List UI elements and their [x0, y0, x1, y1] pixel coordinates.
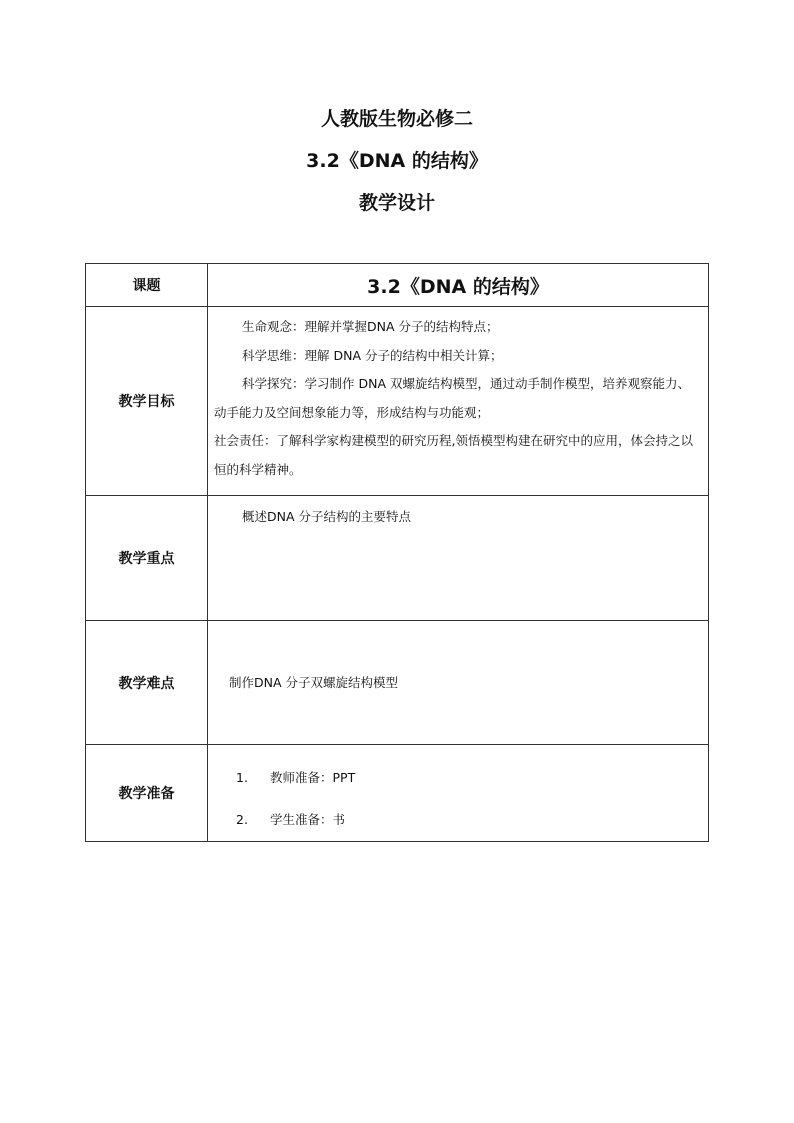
lesson-plan-table [85, 263, 709, 842]
topic-label: 课题 [86, 264, 208, 307]
preparation-label: 教学准备 [86, 745, 208, 842]
difficulties-cell [208, 621, 709, 745]
table-row-preparation [86, 745, 709, 842]
table-row-key-points [86, 496, 709, 621]
key-points-label: 教学重点 [86, 496, 208, 621]
topic-value: 3.2《DNA 的结构》 [208, 264, 709, 307]
goal-life-concept: 生命观念：理解并掌握DNA 分子的结构特点； [242, 319, 499, 334]
goal-social-responsibility: 社会责任：了解科学家构建模型的研究历程,领悟模型构建在研究中的应用，体会持之以恒的科学精神。 [214, 433, 693, 477]
table-row-goals [86, 307, 709, 496]
preparation-list [208, 745, 708, 841]
list-item-text: 教师准备：PPT [270, 770, 356, 785]
list-item [236, 799, 708, 841]
list-item-number: 1. [236, 770, 248, 785]
key-points-text: 概述DNA 分子结构的主要特点 [242, 509, 412, 524]
preparation-cell [208, 745, 709, 842]
goals-label: 教学目标 [86, 307, 208, 496]
difficulties-label: 教学难点 [86, 621, 208, 745]
table-row-topic [86, 264, 709, 307]
document-title-course: 人教版生物必修二 [320, 108, 473, 130]
list-item-text: 学生准备：书 [270, 812, 346, 827]
goals-cell [208, 307, 709, 496]
difficulties-text: 制作DNA 分子双螺旋结构模型 [229, 674, 399, 690]
goal-scientific-inquiry: 科学探究：学习制作 DNA 双螺旋结构模型，通过动手制作模型，培养观察能力、动手能力及空间想象能力等，形成结构与功能观； [214, 376, 690, 420]
document-title-lesson: 3.2《DNA 的结构》 [306, 150, 488, 172]
list-item [236, 757, 708, 799]
goal-scientific-thinking: 科学思维：理解 DNA 分子的结构中相关计算； [242, 347, 503, 363]
key-points-cell [208, 496, 709, 621]
document-title-type: 教学设计 [358, 192, 435, 214]
list-item-number: 2. [236, 812, 248, 827]
table-row-difficulties [86, 621, 709, 745]
